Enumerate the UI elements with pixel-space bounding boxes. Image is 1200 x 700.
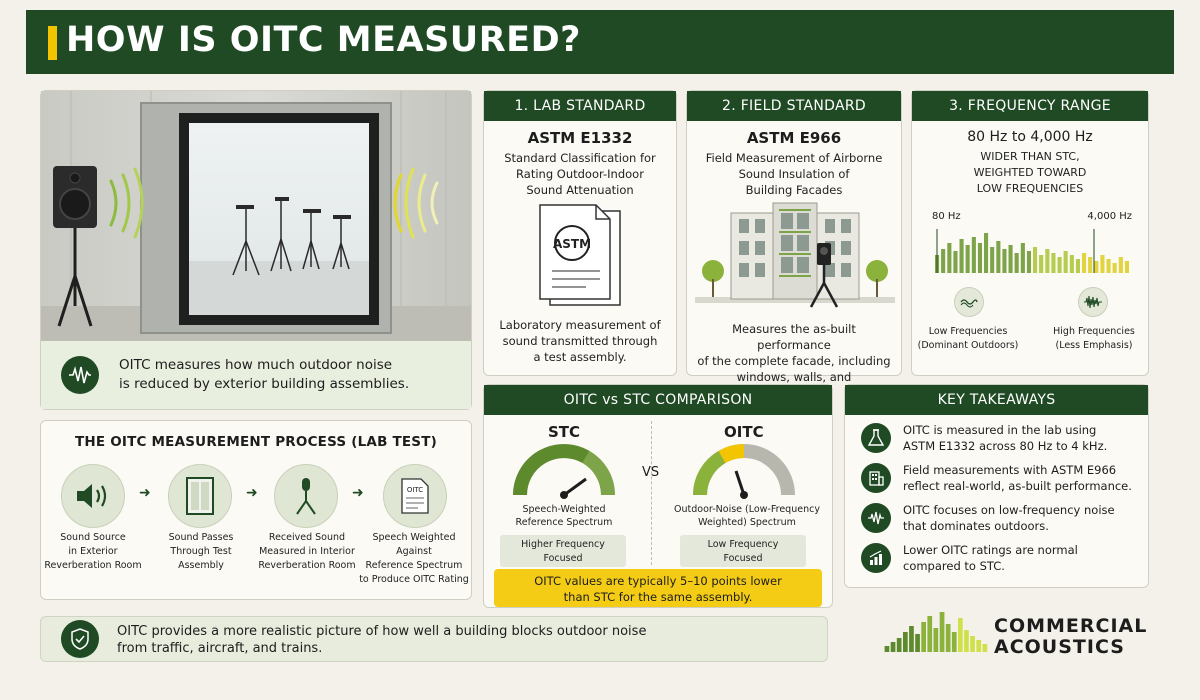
field-standard-subtitle [687,150,901,198]
note-line: WIDER THAN STC, [980,150,1080,163]
lab-standard-card [483,90,677,376]
spectrum-bar [1009,245,1013,273]
spectrum-bar [1100,255,1104,273]
comparison-note [494,569,822,607]
spectrum-bar [1051,253,1055,273]
oitc-gauge [694,445,794,501]
takeaway-item [861,503,1138,539]
measurement-process-card [40,420,472,600]
takeaway-item [861,543,1138,579]
lab-standard-subtitle [484,150,676,198]
brand-logo-bar [940,612,945,652]
process-step-label [151,531,251,573]
spectrum-bar [1033,247,1037,273]
brand-logo-bar [976,640,981,652]
comparison-card [483,384,833,608]
caption-line: OITC measures how much outdoor noise [119,357,393,373]
vs-label: VS [642,465,660,480]
oitc-title: OITC [724,423,764,441]
brand-wordmark [994,616,1147,658]
spectrum-bar [1002,249,1006,273]
oitc-report-label: OITC [406,486,424,494]
low-frequency-label [916,325,1020,353]
description-line: Laboratory measurement of [499,318,661,332]
focus-line: Focused [543,553,583,564]
process-step-label [255,531,359,573]
brand-logo-bar [921,622,926,652]
frequency-range-card [911,90,1149,376]
spectrum-bar [1113,263,1117,273]
summary-line: from traffic, aircraft, and trains. [117,641,323,656]
photo-caption-text [119,356,409,394]
shield-check-icon [61,620,99,658]
stc-focus-box [500,535,626,567]
astm-logo-text: ASTM [552,237,592,251]
photo-caption-panel [41,341,471,409]
label-line: Speech-Weighted [522,504,606,515]
high-frequency-label [1040,325,1148,353]
spectrum-bar [1082,253,1086,273]
takeaway-line: reflect real-world, as-built performance. [903,479,1132,493]
brand-line: COMMERCIAL [994,615,1148,637]
microphone-tripod-icon [274,464,338,528]
brand-logo-bar [946,624,951,652]
test-chamber-photo [41,91,471,341]
subtitle-line: Sound Attenuation [526,183,634,197]
spectrum-bar [1088,257,1092,273]
spectrum-bar [1039,255,1043,273]
label-line: Weighted) Spectrum [698,517,796,528]
astm-document-icon [536,203,628,307]
step-line: Speech Weighted Against [372,532,456,557]
brand-logo-bar [934,628,939,652]
high-frequency-tick: 4,000 Hz [1087,211,1132,222]
step-line: Measured in Interior [259,546,355,557]
subtitle-line: Rating Outdoor-Indoor [516,167,644,181]
bottom-summary-text [117,623,646,657]
spectrum-bar [966,245,970,273]
spectrum-bar [1125,261,1129,273]
spectrum-bar [1045,249,1049,273]
summary-line: OITC provides a more realistic picture of how well a building blocks outdoor noise [117,624,647,639]
brand-logo-bar [964,630,969,652]
stc-title: STC [548,423,581,441]
note-line: LOW FREQUENCIES [976,182,1084,195]
spectrum-bar [1107,259,1111,273]
spectrum-bar [960,239,964,273]
stc-gauge [514,445,614,501]
description-line: a test assembly. [533,350,627,364]
brand-logo-bar [903,632,908,652]
brand-logo-bar [983,644,988,652]
spectrum-bar [941,249,945,273]
stc-label [494,503,634,529]
spectrum-bar [1021,243,1025,273]
takeaway-text [903,422,1107,454]
oitc-report-icon [383,464,447,528]
frequency-spectrum-bars [934,229,1130,273]
header-banner [26,10,1174,74]
step-line: Assembly [178,560,224,571]
takeaway-line: compared to STC. [903,559,1005,573]
step-line: Sound Source [60,532,126,543]
building-facade-icon [695,199,895,315]
focus-line: Low Frequency [707,539,779,550]
lab-standard-heading: 1. LAB STANDARD [484,91,676,121]
arrow-right-icon: ➜ [352,485,364,501]
note-line: OITC values are typically 5–10 points lower [534,574,782,588]
spectrum-bar [1064,251,1068,273]
arrow-right-icon: ➜ [246,485,258,501]
takeaway-line: Lower OITC ratings are normal [903,543,1078,557]
lab-standard-code: ASTM E1332 [527,129,633,147]
takeaway-line: Field measurements with ASTM E966 [903,463,1117,477]
takeaway-item [861,423,1138,459]
spectrum-bar [996,241,1000,273]
brand-line: ACOUSTICS [994,636,1125,658]
step-line: Sound Passes [168,532,234,543]
brand-logo-bar [891,642,896,652]
takeaway-text [903,542,1078,574]
frequency-range-heading: 3. FREQUENCY RANGE [912,91,1148,121]
test-chamber-card [40,90,472,410]
subtitle-line: Sound Insulation of [738,167,850,181]
bottom-summary-bar [40,616,828,662]
spectrum-bar [1027,251,1031,273]
step-line: to Produce OITC Rating [359,574,469,585]
speaker-icon [61,464,125,528]
process-title: THE OITC MEASUREMENT PROCESS (LAB TEST) [75,434,437,450]
brand-logo-mark [884,608,988,654]
takeaway-item [861,463,1138,499]
frequency-range-value: 80 Hz to 4,000 Hz [967,129,1093,145]
bar-chart-trend-icon [861,543,891,573]
subtitle-line: Field Measurement of Airborne [705,151,883,165]
brand-logo-bar [952,632,957,652]
oitc-focus-box [680,535,806,567]
label-line: (Less Emphasis) [1055,340,1133,351]
key-takeaways-card [844,384,1149,588]
step-line: Received Sound [268,532,346,543]
step-line: in Exterior [68,546,118,557]
label-line: High Frequencies [1053,326,1135,337]
focus-line: Focused [723,553,763,564]
comparison-divider [651,421,652,565]
label-line: Reference Spectrum [515,517,613,528]
spectrum-bar [953,251,957,273]
frequency-range-note [912,149,1148,197]
brand-logo-bar [915,634,920,652]
takeaway-line: ASTM E1332 across 80 Hz to 4 kHz. [903,439,1108,453]
description-line: windows, walls, and [736,370,852,384]
caption-line: is reduced by exterior building assemblies. [119,376,410,392]
spectrum-bar [984,233,988,273]
waveform-icon [61,356,99,394]
takeaway-line: OITC focuses on low-frequency noise [903,503,1115,517]
spectrum-bar [1015,253,1019,273]
header-accent-bar [48,26,57,60]
note-line: than STC for the same assembly. [563,590,753,604]
arrow-right-icon: ➜ [139,485,151,501]
building-icon [861,463,891,493]
field-standard-card [686,90,902,384]
brand-logo-bar [885,646,890,652]
window-assembly-icon [168,464,232,528]
key-takeaways-heading: KEY TAKEAWAYS [845,385,1148,415]
comparison-heading: OITC vs STC COMPARISON [484,385,832,415]
brand-logo-bar [927,616,932,652]
spectrum-bar [1076,259,1080,273]
label-line: (Dominant Outdoors) [917,340,1019,351]
description-line: Measures the as-built performance [732,322,856,352]
subtitle-line: Standard Classification for [504,151,656,165]
spectrum-bar [1094,261,1098,273]
process-step-label [357,531,471,587]
low-frequency-wave-icon [954,287,984,317]
subtitle-line: Building Facades [745,183,843,197]
page-title: HOW IS OITC MEASURED? [66,20,581,60]
note-line: WEIGHTED TOWARD [973,166,1087,179]
step-line: Reverberation Room [44,560,142,571]
step-line: Through Test [170,546,232,557]
brand-logo-bar [897,638,902,652]
spectrum-bar [947,243,951,273]
spectrum-bar [972,237,976,273]
field-standard-heading: 2. FIELD STANDARD [687,91,901,121]
flask-icon [861,423,891,453]
lab-standard-description [494,317,666,365]
low-frequency-tick: 80 Hz [932,211,961,222]
takeaway-line: that dominates outdoors. [903,519,1049,533]
waveform-icon [861,503,891,533]
oitc-label [664,503,830,529]
spectrum-bar [1058,257,1062,273]
takeaway-line: OITC is measured in the lab using [903,423,1097,437]
brand-logo-bar [970,636,975,652]
spectrum-bar [990,247,994,273]
label-line: Outdoor-Noise (Low-Frequency [674,504,820,515]
takeaway-text [903,502,1115,534]
brand-logo-bar [909,626,914,652]
spectrum-bar [978,243,982,273]
label-line: Low Frequencies [928,326,1008,337]
high-frequency-wave-icon [1078,287,1108,317]
spectrum-bar [1070,255,1074,273]
field-standard-code: ASTM E966 [746,129,842,147]
step-line: Reverberation Room [258,560,356,571]
process-step-label [43,531,143,573]
description-line: sound transmitted through [502,334,658,348]
takeaway-text [903,462,1132,494]
spectrum-bar [1119,257,1123,273]
focus-line: Higher Frequency [521,539,605,550]
description-line: of the complete facade, including [697,354,891,368]
brand-logo-bar [958,618,963,652]
step-line: Reference Spectrum [365,560,463,571]
